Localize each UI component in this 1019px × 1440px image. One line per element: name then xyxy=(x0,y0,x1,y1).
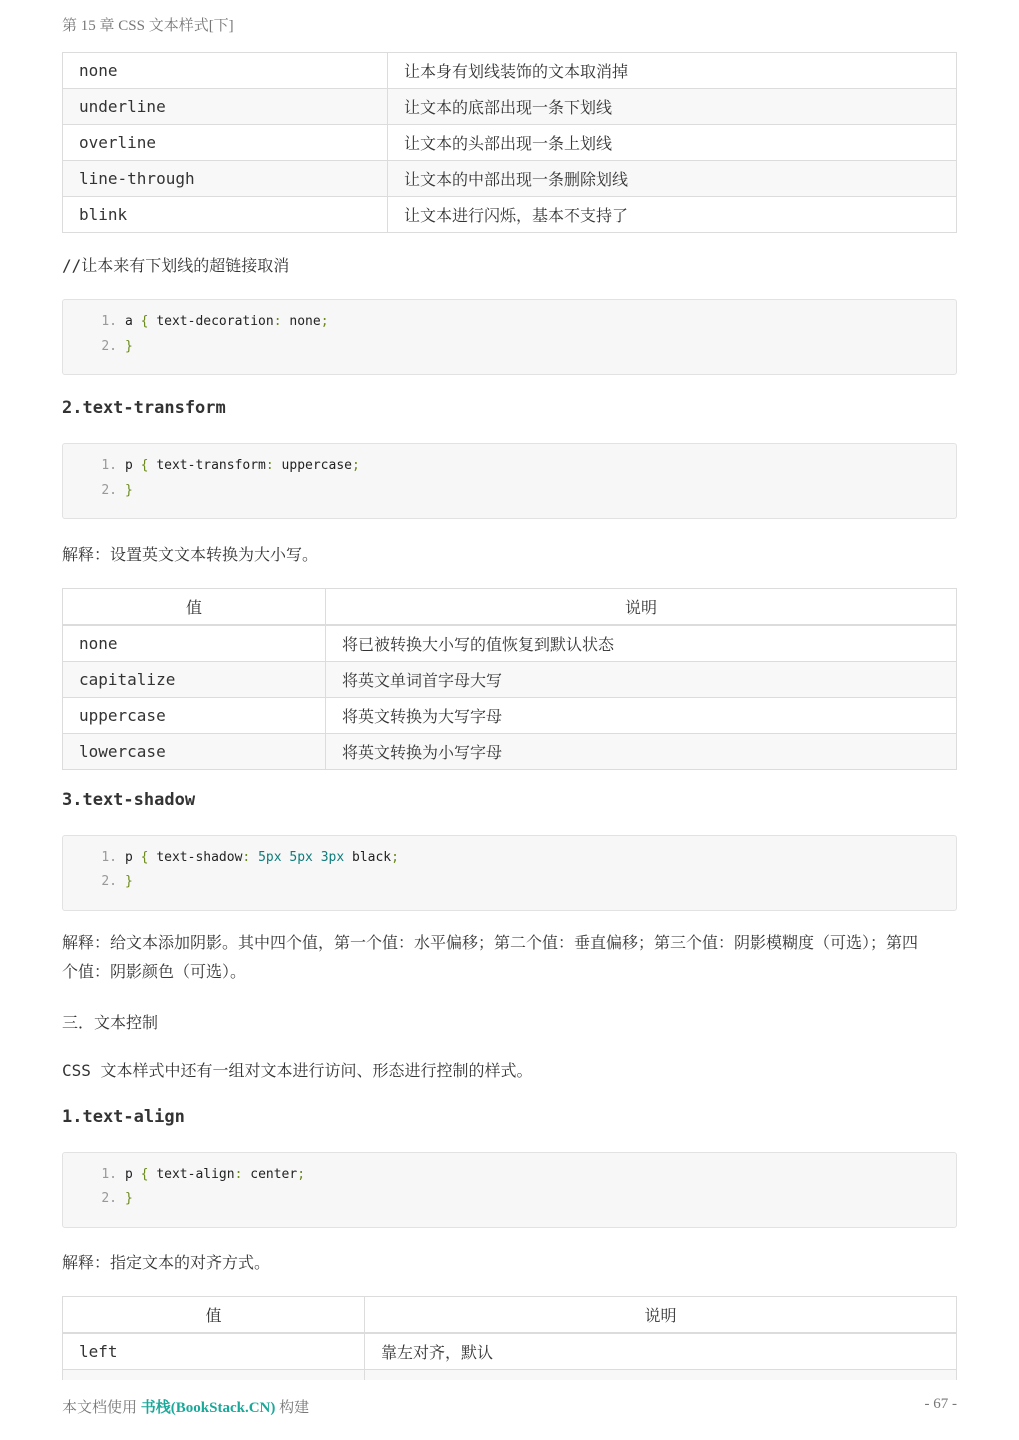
code-selector: p xyxy=(125,458,133,473)
value-cell: overline xyxy=(63,125,388,161)
desc-cell: 让本身有划线装饰的文本取消掉 xyxy=(388,53,957,89)
line-number: 1. xyxy=(101,458,117,473)
desc-cell: 靠左对齐，默认 xyxy=(365,1333,957,1370)
explanation-text: 解释：指定文本的对齐方式。 xyxy=(62,1253,271,1272)
explanation-text: 解释：设置英文文本转换为大小写。 xyxy=(62,545,319,564)
align-values-table xyxy=(62,1296,957,1380)
table-row xyxy=(63,1370,957,1381)
code-selector: a xyxy=(125,314,133,329)
code-property: text-align xyxy=(156,1167,235,1182)
code-number: 5px xyxy=(258,850,282,865)
code-line xyxy=(99,874,133,892)
page-number: - 67 - xyxy=(924,1396,957,1412)
code-line xyxy=(99,483,133,501)
comment-text: //让本来有下划线的超链接取消 xyxy=(62,256,290,275)
desc-cell: 将英文转换为大写字母 xyxy=(326,698,957,734)
column-header-value: 值 xyxy=(63,589,326,626)
code-property: text-transform xyxy=(156,458,266,473)
value-cell: line-through xyxy=(63,161,388,197)
code-block xyxy=(62,835,957,911)
table-row xyxy=(63,161,957,197)
value-cell: underline xyxy=(63,89,388,125)
code-property: text-shadow xyxy=(156,850,243,865)
table-row xyxy=(63,197,957,233)
line-number: 1. xyxy=(101,314,117,329)
code-selector: p xyxy=(125,1167,133,1182)
section-heading-text-shadow: 3.text-shadow xyxy=(62,790,196,810)
code-number: 3px xyxy=(320,850,345,865)
section-heading-text-align: 1.text-align xyxy=(62,1107,185,1127)
value-cell: capitalize xyxy=(63,662,326,698)
table-row xyxy=(63,698,957,734)
value-cell: blink xyxy=(63,197,388,233)
value-cell: left xyxy=(63,1333,365,1370)
code-line: 1. p { text-transform: uppercase; xyxy=(99,458,360,476)
explanation-text: 解释：给文本添加阴影。其中四个值，第一个值：水平偏移；第二个值：垂直偏移；第三个值：阴影模糊度（可选）；第四个值：阴影颜色（可选）。 xyxy=(62,933,919,981)
table-row xyxy=(63,53,957,89)
value-cell: lowercase xyxy=(63,734,326,770)
code-value: black xyxy=(352,850,392,865)
code-number: 5px xyxy=(289,850,313,865)
desc-cell: 将英文转换为小写字母 xyxy=(326,734,957,770)
code-brace: } xyxy=(125,874,133,889)
code-block xyxy=(62,443,957,519)
desc-cell: 将已被转换大小写的值恢复到默认状态 xyxy=(326,625,957,662)
decoration-values-table xyxy=(62,52,957,233)
desc-cell: 让文本的中部出现一条删除划线 xyxy=(388,161,957,197)
transform-values-table xyxy=(62,588,957,770)
column-header-desc: 说明 xyxy=(365,1297,957,1334)
code-value: center xyxy=(250,1167,298,1182)
code-value: none xyxy=(289,314,321,329)
footer-credit xyxy=(62,1396,309,1417)
code-selector: p xyxy=(125,850,133,865)
code-block xyxy=(62,299,957,375)
table-row xyxy=(63,662,957,698)
column-header-value: 值 xyxy=(63,1297,365,1334)
code-line xyxy=(99,1191,133,1209)
footer-prefix: 本文档使用 xyxy=(62,1400,138,1416)
line-number: 2. xyxy=(101,483,117,498)
column-header-desc: 说明 xyxy=(326,589,957,626)
code-value: uppercase xyxy=(281,458,352,473)
chapter-header: 第 15 章 CSS 文本样式[下] xyxy=(62,18,234,34)
section-heading-text-control: 三．文本控制 xyxy=(62,1013,159,1032)
line-number: 2. xyxy=(101,1191,117,1206)
desc-cell xyxy=(365,1370,957,1381)
code-line: 1. a { text-decoration: none; xyxy=(99,314,329,332)
table-header-row xyxy=(63,1297,957,1334)
code-brace: } xyxy=(125,483,133,498)
value-cell xyxy=(63,1370,365,1381)
desc-cell: 让文本的头部出现一条上划线 xyxy=(388,125,957,161)
code-line: 1. p { text-shadow: 5px 5px 3px black; xyxy=(99,850,399,868)
code-line xyxy=(99,339,133,357)
desc-cell: 将英文单词首字母大写 xyxy=(326,662,957,698)
bookstack-link[interactable]: 书栈(BookStack.CN) xyxy=(140,1400,276,1416)
table-row xyxy=(63,734,957,770)
table-header-row xyxy=(63,589,957,626)
table-row xyxy=(63,1333,957,1370)
line-number: 1. xyxy=(101,850,117,865)
table-clip xyxy=(62,1296,957,1380)
desc-cell: 让文本进行闪烁，基本不支持了 xyxy=(388,197,957,233)
line-number: 2. xyxy=(101,339,117,354)
line-number: 1. xyxy=(101,1167,117,1182)
code-brace: } xyxy=(125,339,133,354)
value-cell: none xyxy=(63,53,388,89)
desc-cell: 让文本的底部出现一条下划线 xyxy=(388,89,957,125)
section-heading-text-transform: 2.text-transform xyxy=(62,398,226,418)
code-line: 1. p { text-align: center; xyxy=(99,1167,305,1185)
intro-text: CSS 文本样式中还有一组对文本进行访问、形态进行控制的样式。 xyxy=(62,1061,533,1080)
code-property: text-decoration xyxy=(156,314,274,329)
value-cell: uppercase xyxy=(63,698,326,734)
table-row xyxy=(63,125,957,161)
code-block xyxy=(62,1152,957,1228)
code-brace: } xyxy=(125,1191,133,1206)
table-row xyxy=(63,89,957,125)
table-row xyxy=(63,625,957,662)
footer-suffix: 构建 xyxy=(279,1400,310,1416)
value-cell: none xyxy=(63,625,326,662)
line-number: 2. xyxy=(101,874,117,889)
